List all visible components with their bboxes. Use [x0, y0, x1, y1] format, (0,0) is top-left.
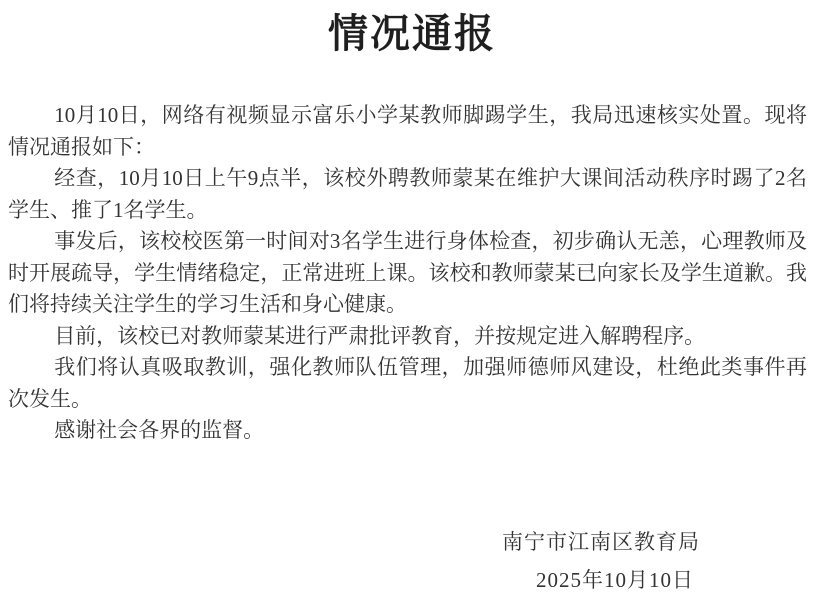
signature-block [0, 523, 824, 596]
notice-paragraph-aftermath: 事发后，该校校医第一时间对3名学生进行身体检查，初步确认无恙，心理教师及时开展疏导，学生情绪稳定，正常进班上课。该校和教师蒙某已向家长及学生道歉。我们将持续关注学生的学习生活和身心健康。 [8, 229, 807, 316]
notice-paragraph-discipline: 目前，该校已对教师蒙某进行严肃批评教育，并按规定进入解聘程序。 [54, 323, 706, 348]
signature-date: 2025年10月10日 [536, 567, 694, 592]
signature-agency: 南宁市江南区教育局 [502, 529, 700, 554]
notice-paragraph-intro: 10月10日，网络有视频显示富乐小学某教师脚踢学生，我局迅速核实处置。现将情况通报如下： [8, 103, 807, 159]
notice-paragraph-thanks: 感谢社会各界的监督。 [54, 418, 265, 442]
notice-paragraph-measures: 我们将认真吸取教训，强化教师队伍管理，加强师德师风建设，杜绝此类事件再次发生。 [8, 355, 807, 411]
notice-title: 情况通报 [328, 12, 496, 56]
notice-paragraph-findings: 经查，10月10日上午9点半，该校外聘教师蒙某在维护大课间活动秩序时踢了2名学生、推了1名学生。 [8, 166, 807, 222]
notice-body [0, 100, 824, 447]
